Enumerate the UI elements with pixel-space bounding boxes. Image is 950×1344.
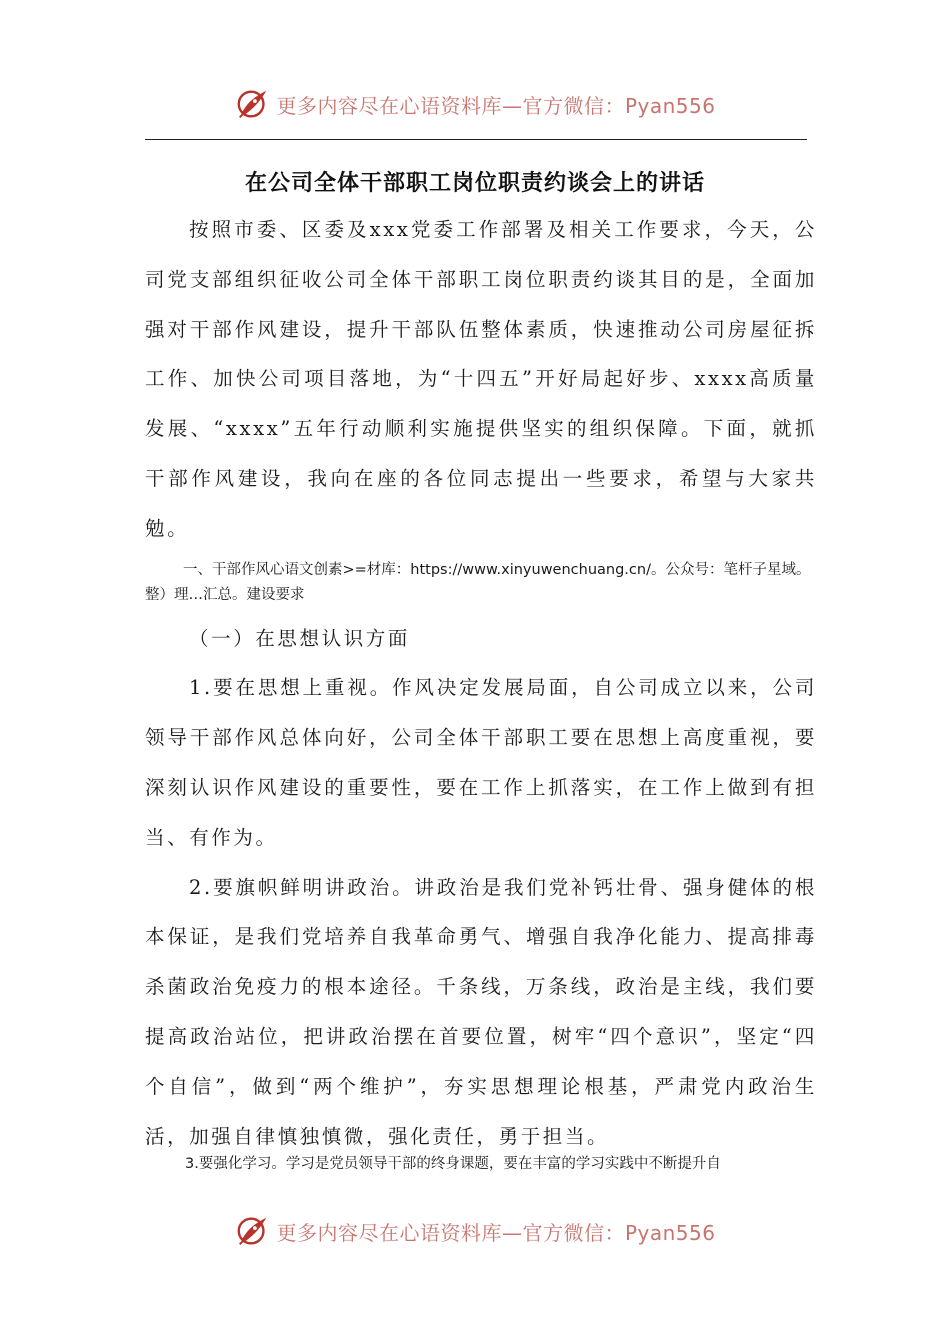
pen-nib-icon: [234, 1212, 272, 1250]
watermark-text: 更多内容尽在心语资料库—官方微信：Pyan556: [276, 93, 716, 118]
subsection-heading: （一）在思想认识方面: [189, 626, 411, 650]
footer-watermark: [0, 1211, 950, 1251]
pen-nib-icon: [234, 85, 272, 123]
item-paragraph-2: 2.要旗帜鲜明讲政治。讲政治是我们党补钙壮骨、强身健体的根本保证，是我们党培养自我革命勇气、增强自我净化能力、提高排毒杀菌政治免疫力的根本途径。千条线，万条线，政治是主线，我们要提高政治站位，把讲政治摆在首要位置，树牢“四个意识”，坚定“四个自信”，做到“两个维护”，夯实思想理论根基，严肃党内政治生活，加强自律慎独慎微，强化责任，勇于担当。: [145, 875, 817, 1148]
item-paragraph-3: 3.要强化学习。学习是党员领导干部的终身课题，要在丰富的学习实践中不断提升自: [185, 1156, 721, 1172]
header-rule: [145, 139, 807, 140]
watermark-text: 更多内容尽在心语资料库—官方微信：Pyan556: [276, 1220, 716, 1245]
document-title: 在公司全体干部职工岗位职责约谈会上的讲话: [244, 170, 705, 196]
intro-paragraph: 按照市委、区委及xxx党委工作部署及相关工作要求，今天，公司党支部组织征收公司全体干部职工岗位职责约谈其目的是，全面加强对干部作风建设，提升干部队伍整体素质，快速推动公司房屋征拆工作、加快公司项目落地，为“十四五”开好局起好步、xxxx高质量发展、“xxxx”五年行动顺利实施提供坚实的组织保障。下面，就抓干部作风建设，我向在座的各位同志提出一些要求，希望与大家共勉。: [145, 218, 817, 540]
section-heading: 一、干部作风心语文创素>=材库：https://www.xinyuwenchuang.cn/。公众号：笔杆子星域。整）理…汇总。建设要求: [145, 561, 811, 603]
document-body: [145, 205, 817, 1161]
item-paragraph-1: 1.要在思想上重视。作风决定发展局面，自公司成立以来，公司领导干部作风总体向好，公司全体干部职工要在思想上高度重视，要深刻认识作风建设的重要性，要在工作上抓落实，在工作上做到有担当、有作为。: [145, 676, 817, 849]
header-watermark: [0, 84, 950, 124]
